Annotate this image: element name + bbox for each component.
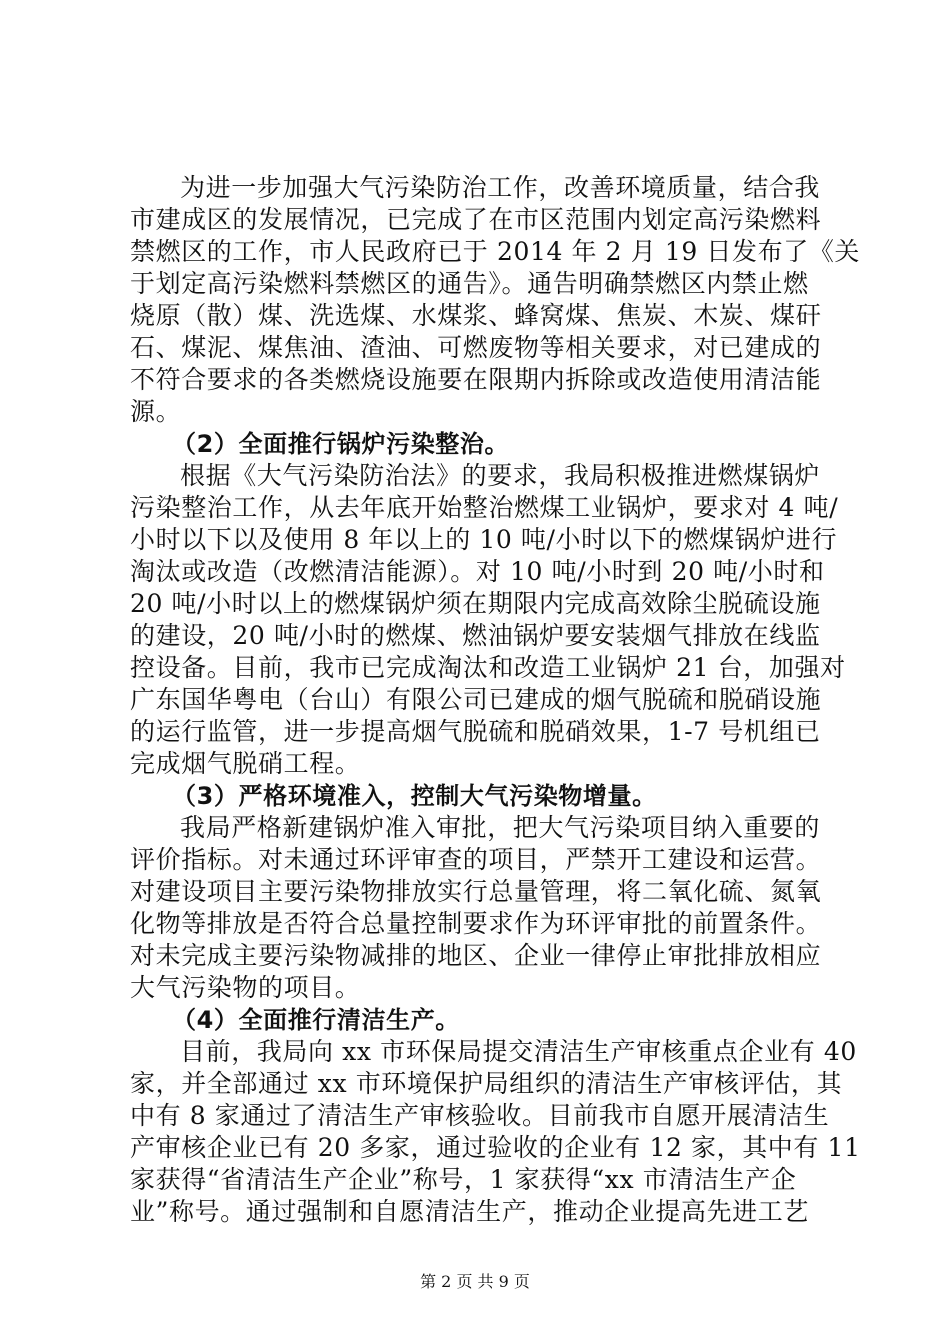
text-line: 完成烟气脱硝工程。 bbox=[130, 749, 361, 778]
section-heading bbox=[130, 1004, 830, 1036]
text-line: 目前，我局向 xx 市环保局提交清洁生产审核重点企业有 40 bbox=[180, 1037, 857, 1066]
paragraph bbox=[130, 1036, 861, 1228]
text-line: 20 吨/小时以上的燃煤锅炉须在期限内完成高效除尘脱硫设施 bbox=[130, 589, 821, 618]
text-line: 市建成区的发展情况，已完成了在市区范围内划定高污染燃料 bbox=[130, 205, 822, 234]
paragraph bbox=[130, 812, 830, 1004]
paragraph bbox=[130, 172, 861, 428]
text-line: 家，并全部通过 xx 市环境保护局组织的清洁生产审核评估，其 bbox=[130, 1069, 843, 1098]
text-line: 淘汰或改造（改燃清洁能源）。对 10 吨/小时到 20 吨/小时和 bbox=[130, 557, 825, 586]
section-heading bbox=[130, 428, 830, 460]
text-line: 业”称号。通过强制和自愿清洁生产，推动企业提高先进工艺 bbox=[130, 1197, 809, 1226]
text-line: 的建设，20 吨/小时的燃煤、燃油锅炉要安装烟气排放在线监 bbox=[130, 621, 821, 650]
heading-text: （3）严格环境准入，控制大气污染物增量。 bbox=[172, 782, 657, 810]
text-line: 广东国华粤电（台山）有限公司已建成的烟气脱硫和脱硝设施 bbox=[130, 685, 822, 714]
text-line: 对未完成主要污染物减排的地区、企业一律停止审批排放相应 bbox=[130, 941, 822, 970]
text-line: 根据《大气污染防治法》的要求，我局积极推进燃煤锅炉 bbox=[180, 461, 821, 490]
paragraph bbox=[130, 460, 846, 780]
text-line: 于划定高污染燃料禁燃区的通告》。通告明确禁燃区内禁止燃 bbox=[130, 269, 809, 298]
text-line: 禁燃区的工作，市人民政府已于 2014 年 2 月 19 日发布了《关 bbox=[130, 237, 861, 266]
text-line: 家获得“省清洁生产企业”称号，1 家获得“xx 市清洁生产企 bbox=[130, 1165, 797, 1194]
page-footer: 第 2 页 共 9 页 bbox=[420, 1272, 530, 1291]
text-line: 中有 8 家通过了清洁生产审核验收。目前我市自愿开展清洁生 bbox=[130, 1101, 830, 1130]
text-line: 不符合要求的各类燃烧设施要在限期内拆除或改造使用清洁能 bbox=[130, 365, 822, 394]
text-line: 小时以下以及使用 8 年以上的 10 吨/小时以下的燃煤锅炉进行 bbox=[130, 525, 838, 554]
text-line: 为进一步加强大气污染防治工作，改善环境质量，结合我 bbox=[180, 173, 821, 202]
heading-text: （4）全面推行清洁生产。 bbox=[172, 1006, 460, 1034]
text-line: 污染整治工作，从去年底开始整治燃煤工业锅炉，要求对 4 吨/ bbox=[130, 493, 839, 522]
document-body bbox=[130, 172, 861, 1228]
text-line: 产审核企业已有 20 多家，通过验收的企业有 12 家，其中有 11 bbox=[130, 1133, 861, 1162]
text-line: 石、煤泥、煤焦油、渣油、可燃废物等相关要求，对已建成的 bbox=[130, 333, 822, 362]
text-line: 的运行监管，进一步提高烟气脱硫和脱硝效果，1-7 号机组已 bbox=[130, 717, 821, 746]
heading-text: （2）全面推行锅炉污染整治。 bbox=[172, 430, 510, 458]
text-line: 我局严格新建锅炉准入审批，把大气污染项目纳入重要的 bbox=[180, 813, 821, 842]
text-line: 化物等排放是否符合总量控制要求作为环评审批的前置条件。 bbox=[130, 909, 822, 938]
text-line: 评价指标。对未通过环评审查的项目，严禁开工建设和运营。 bbox=[130, 845, 822, 874]
text-line: 烧原（散）煤、洗选煤、水煤浆、蜂窝煤、焦炭、木炭、煤矸 bbox=[130, 301, 822, 330]
text-line: 控设备。目前，我市已完成淘汰和改造工业锅炉 21 台，加强对 bbox=[130, 653, 846, 682]
section-heading bbox=[130, 780, 830, 812]
text-line: 大气污染物的项目。 bbox=[130, 973, 361, 1002]
text-line: 源。 bbox=[130, 397, 182, 426]
text-line: 对建设项目主要污染物排放实行总量管理，将二氧化硫、氮氧 bbox=[130, 877, 822, 906]
